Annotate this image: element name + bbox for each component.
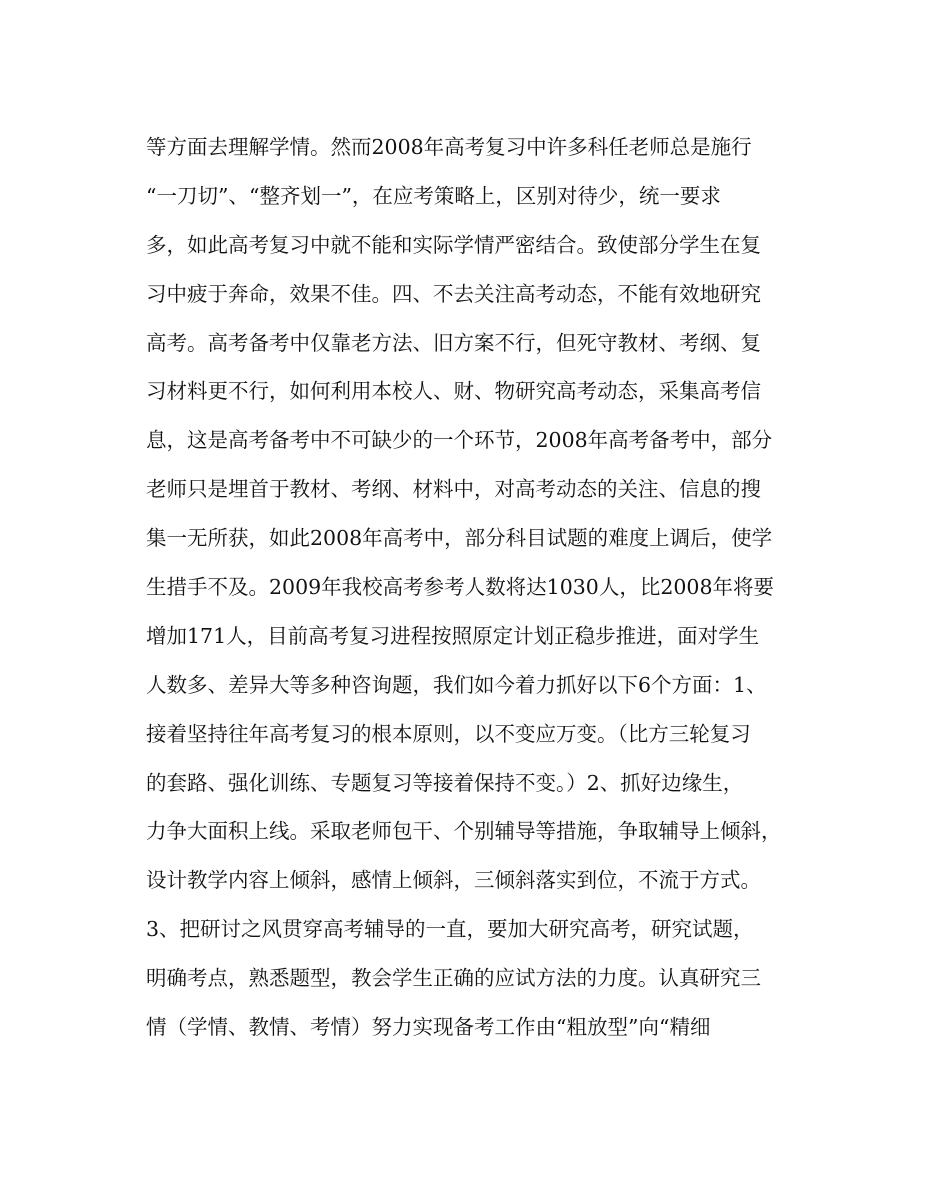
text-line: 的套路、强化训练、专题复习等接着保持不变。）2、抓好边缘生， [146, 770, 744, 795]
text-line: 习中疲于奔命，效果不佳。四、不去关注高考动态，不能有效地研究 [146, 281, 761, 306]
text-line: 设计教学内容上倾斜，感情上倾斜，三倾斜落实到位，不流于方式。 [146, 868, 761, 893]
text-line: 息，这是高考备考中不可缺少的一个环节，2008年高考备考中，部分 [146, 428, 773, 453]
text-line: 接着坚持往年高考复习的根本原则，以不变应万变。（比方三轮复习 [146, 721, 751, 746]
text-line: 增加171人，目前高考复习进程按照原定计划正稳步推进，面对学生 [146, 623, 760, 648]
text-line: 习材料更不行，如何利用本校人、财、物研究高考动态，采集高考信 [146, 379, 761, 404]
body-text [146, 131, 826, 1060]
text-line: 力争大面积上线。采取老师包干、个别辅导等措施，争取辅导上倾斜， [146, 819, 782, 844]
text-line: 明确考点，熟悉题型，教会学生正确的应试方法的力度。认真研究三 [146, 966, 761, 991]
text-line: 情（学情、教情、考情）努力实现备考工作由“粗放型”向“精细 [146, 1015, 711, 1040]
text-line: 等方面去理解学情。然而2008年高考复习中许多科任老师总是施行 [146, 135, 752, 159]
text-line: 人数多、差异大等多种咨询题，我们如今着力抓好以下6个方面：1、 [146, 672, 767, 697]
text-line: 生措手不及。2009年我校高考参考人数将达1030人，比2008年将要 [146, 575, 775, 600]
text-line: 集一无所获，如此2008年高考中，部分科目试题的难度上调后，使学 [146, 526, 773, 551]
text-line: 多，如此高考复习中就不能和实际学情严密结合。致使部分学生在复 [146, 232, 761, 257]
text-line: 老师只是埋首于教材、考纲、材料中，对高考动态的关注、信息的搜 [146, 477, 761, 502]
text-line: 高考。高考备考中仅靠老方法、旧方案不行，但死守教材、考纲、复 [146, 330, 761, 355]
text-line: 3、把研讨之风贯穿高考辅导的一直，要加大研究高考，研究试题， [146, 917, 754, 942]
text-line: “一刀切”、“整齐划一”，在应考策略上，区别对待少，统一要求 [146, 183, 721, 208]
